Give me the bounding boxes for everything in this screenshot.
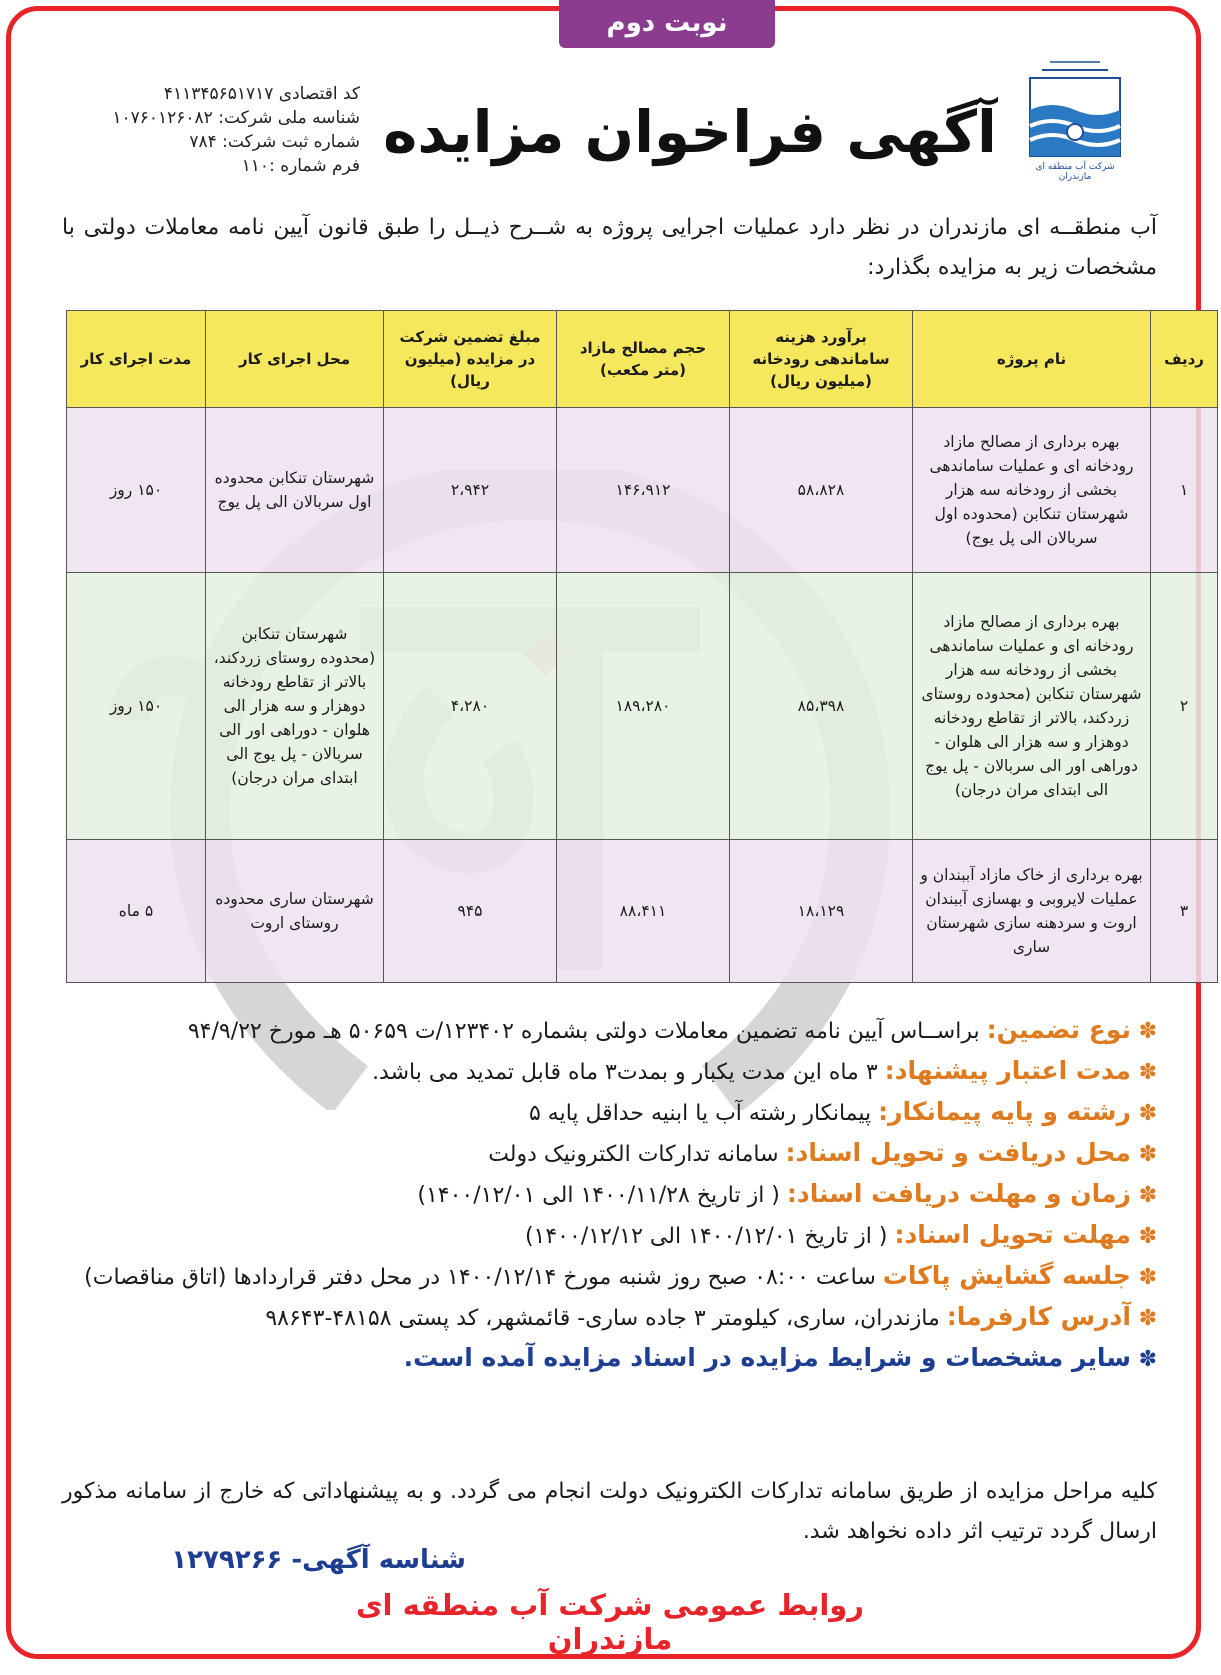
asterisk-icon: ✽ <box>1130 1019 1157 1044</box>
intro-paragraph: آب منطقــه ای مازندران در نظر دارد عملیات اجرایی پروژه به شــرح ذیــل را طبق قانون آیین نامه معاملات دولتی با مشخصات زیر به مزایده بگذارد: <box>62 215 1157 280</box>
condition-text: ( از تاریخ ۱۴۰۰/۱۲/۰۱ الی ۱۴۰۰/۱۲/۱۲) <box>524 1224 895 1249</box>
table-row <box>67 408 1218 573</box>
header-project-name: نام پروژه <box>913 311 1151 408</box>
round-badge: نوبت دوم <box>559 0 775 48</box>
asterisk-icon: ✽ <box>1130 1142 1157 1167</box>
asterisk-icon: ✽ <box>1130 1265 1157 1290</box>
economic-code: کد اقتصادی ۴۱۱۳۴۵۶۵۱۷۱۷ <box>163 84 360 104</box>
condition-text: ساعت ۰۸:۰۰ صبح روز شنبه مورخ ۱۴۰۰/۱۲/۱۴ در محل دفتر قراردادها (اتاق مناقصات) <box>84 1265 883 1290</box>
condition-label: زمان و مهلت دریافت اسناد: <box>786 1179 1131 1208</box>
table-row <box>67 573 1218 840</box>
condition-contractor-grade <box>62 1092 1157 1133</box>
company-info <box>60 82 360 178</box>
condition-label: نوع تضمین: <box>986 1015 1131 1044</box>
condition-text: سامانه تدارکات الکترونیک دولت <box>488 1142 786 1167</box>
asterisk-icon: ✽ <box>1130 1060 1157 1085</box>
header-duration: مدت اجرای کار <box>67 311 206 408</box>
condition-document-receive-time <box>62 1174 1157 1215</box>
cost-estimate: ۸۵،۳۹۸ <box>730 573 913 840</box>
asterisk-icon: ✽ <box>1130 1347 1157 1372</box>
material-volume: ۸۸،۴۱۱ <box>557 840 730 983</box>
asterisk-icon: ✽ <box>1130 1101 1157 1126</box>
cost-estimate: ۵۸،۸۲۸ <box>730 408 913 573</box>
row-index: ۲ <box>1151 573 1218 840</box>
project-name: بهره برداری از مصالح مازاد رودخانه ای و عملیات ساماندهی بخشی از رودخانه سه هزار شهرستان تنکابن (محدوده روستای زردکند، بالاتر از تقاطع رودخانه دوهزار و سه هزار الی هلوان - دوراهی اور الی سربالان - پل یوج الی ابتدای مران درجان) <box>913 573 1151 840</box>
row-index: ۳ <box>1151 840 1218 983</box>
condition-label: جلسه گشایش پاکات <box>882 1261 1131 1290</box>
header-index: ردیف <box>1151 311 1218 408</box>
asterisk-icon: ✽ <box>1130 1224 1157 1249</box>
header-cost-estimate: برآورد هزینه ساماندهی رودخانه (میلیون ریال) <box>730 311 913 408</box>
conditions-list <box>62 1010 1157 1379</box>
ad-identifier: شناسه آگهی- ۱۲۷۹۲۶۶ <box>171 1545 466 1575</box>
asterisk-icon: ✽ <box>1130 1306 1157 1331</box>
condition-text: ( از تاریخ ۱۴۰۰/۱۱/۲۸ الی ۱۴۰۰/۱۲/۰۱) <box>417 1183 787 1208</box>
condition-label: آدرس کارفرما: <box>946 1302 1131 1331</box>
cost-estimate: ۱۸،۱۲۹ <box>730 840 913 983</box>
condition-document-delivery-deadline <box>62 1215 1157 1256</box>
work-location: شهرستان تنکابن (محدوده روستای زردکند، بالاتر از تقاطع رودخانه دوهزار و سه هزار الی هلوان - دوراهی اور الی سربالان - پل یوج الی ابتدای مران درجان) <box>206 573 384 840</box>
work-location: شهرستان تنکابن محدوده اول سربالان الی پل یوج <box>206 408 384 573</box>
header-deposit-amount: مبلغ تضمین شرکت در مزایده (میلیون ریال) <box>384 311 557 408</box>
other-terms-text: سایر مشخصات و شرایط مزایده در اسناد مزایده آمده است. <box>403 1343 1131 1372</box>
project-name: بهره برداری از مصالح مازاد رودخانه ای و عملیات ساماندهی بخشی از رودخانه سه هزار شهرستان تنکابن (محدوده اول سربالان الی پل یوج) <box>913 408 1151 573</box>
national-id: شناسه ملی شرکت: ۱۰۷۶۰۱۲۶۰۸۲ <box>112 108 360 128</box>
other-terms-note <box>62 1338 1157 1379</box>
logo-caption: شرکت آب منطقه ای مازندران <box>1035 162 1115 182</box>
project-name: بهره برداری از خاک مازاد آببندان و عملیات لایروبی و بهسازی آببندان اروت و سردهنه سازی شهرستان ساری <box>913 840 1151 983</box>
condition-text: مازندران، ساری، کیلومتر ۳ جاده ساری- قائمشهر، کد پستی ۴۸۱۵۸-۹۸۶۴۳ <box>265 1306 947 1331</box>
auction-table <box>66 310 1218 983</box>
water-logo-icon <box>1020 50 1130 180</box>
condition-employer-address <box>62 1297 1157 1338</box>
table-header-row <box>67 311 1218 408</box>
closing-paragraph: کلیه مراحل مزایده از طریق سامانه تدارکات الکترونیک دولت انجام می گردد. و به پیشنهاداتی که خارج از سامانه مذکور ارسال گردد ترتیب اثر داده نخواهد شد. <box>62 1479 1157 1544</box>
condition-text: ۳ ماه این مدت یکبار و بمدت۳ ماه قابل تمدید می باشد. <box>372 1060 885 1085</box>
condition-document-place <box>62 1133 1157 1174</box>
condition-text: پیمانکار رشته آب یا ابنیه حداقل پایه ۵ <box>528 1101 879 1126</box>
condition-label: محل دریافت و تحویل اسناد: <box>785 1138 1131 1167</box>
signature: روابط عمومی شرکت آب منطقه ای مازندران <box>355 1588 865 1656</box>
asterisk-icon: ✽ <box>1130 1183 1157 1208</box>
condition-offer-validity <box>62 1051 1157 1092</box>
material-volume: ۱۸۹،۲۸۰ <box>557 573 730 840</box>
condition-label: مدت اعتبار پیشنهاد: <box>884 1056 1131 1085</box>
condition-label: رشته و پایه پیمانکار: <box>878 1097 1131 1126</box>
material-volume: ۱۴۶،۹۱۲ <box>557 408 730 573</box>
company-logo <box>1020 50 1130 180</box>
deposit-amount: ۹۴۵ <box>384 840 557 983</box>
row-index: ۱ <box>1151 408 1218 573</box>
condition-opening-session <box>62 1256 1157 1297</box>
page-title: آگهی فراخوان مزایده <box>383 98 997 166</box>
form-number: فرم شماره :۱۱۰ <box>241 156 360 176</box>
header-material-volume: حجم مصالح مازاد (متر مکعب) <box>557 311 730 408</box>
condition-label: مهلت تحویل اسناد: <box>894 1220 1131 1249</box>
table-row <box>67 840 1218 983</box>
work-duration: ۱۵۰ روز <box>67 573 206 840</box>
header-location: محل اجرای کار <box>206 311 384 408</box>
condition-text: براســاس آیین نامه تضمین معاملات دولتی بشماره ۱۲۳۴۰۲/ت ۵۰۶۵۹ هـ مورخ ۹۴/۹/۲۲ <box>187 1019 987 1044</box>
condition-guarantee-type <box>62 1010 1157 1051</box>
deposit-amount: ۴،۲۸۰ <box>384 573 557 840</box>
registration-number: شماره ثبت شرکت: ۷۸۴ <box>189 132 360 152</box>
work-duration: ۵ ماه <box>67 840 206 983</box>
work-location: شهرستان ساری محدوده روستای اروت <box>206 840 384 983</box>
deposit-amount: ۲،۹۴۲ <box>384 408 557 573</box>
work-duration: ۱۵۰ روز <box>67 408 206 573</box>
